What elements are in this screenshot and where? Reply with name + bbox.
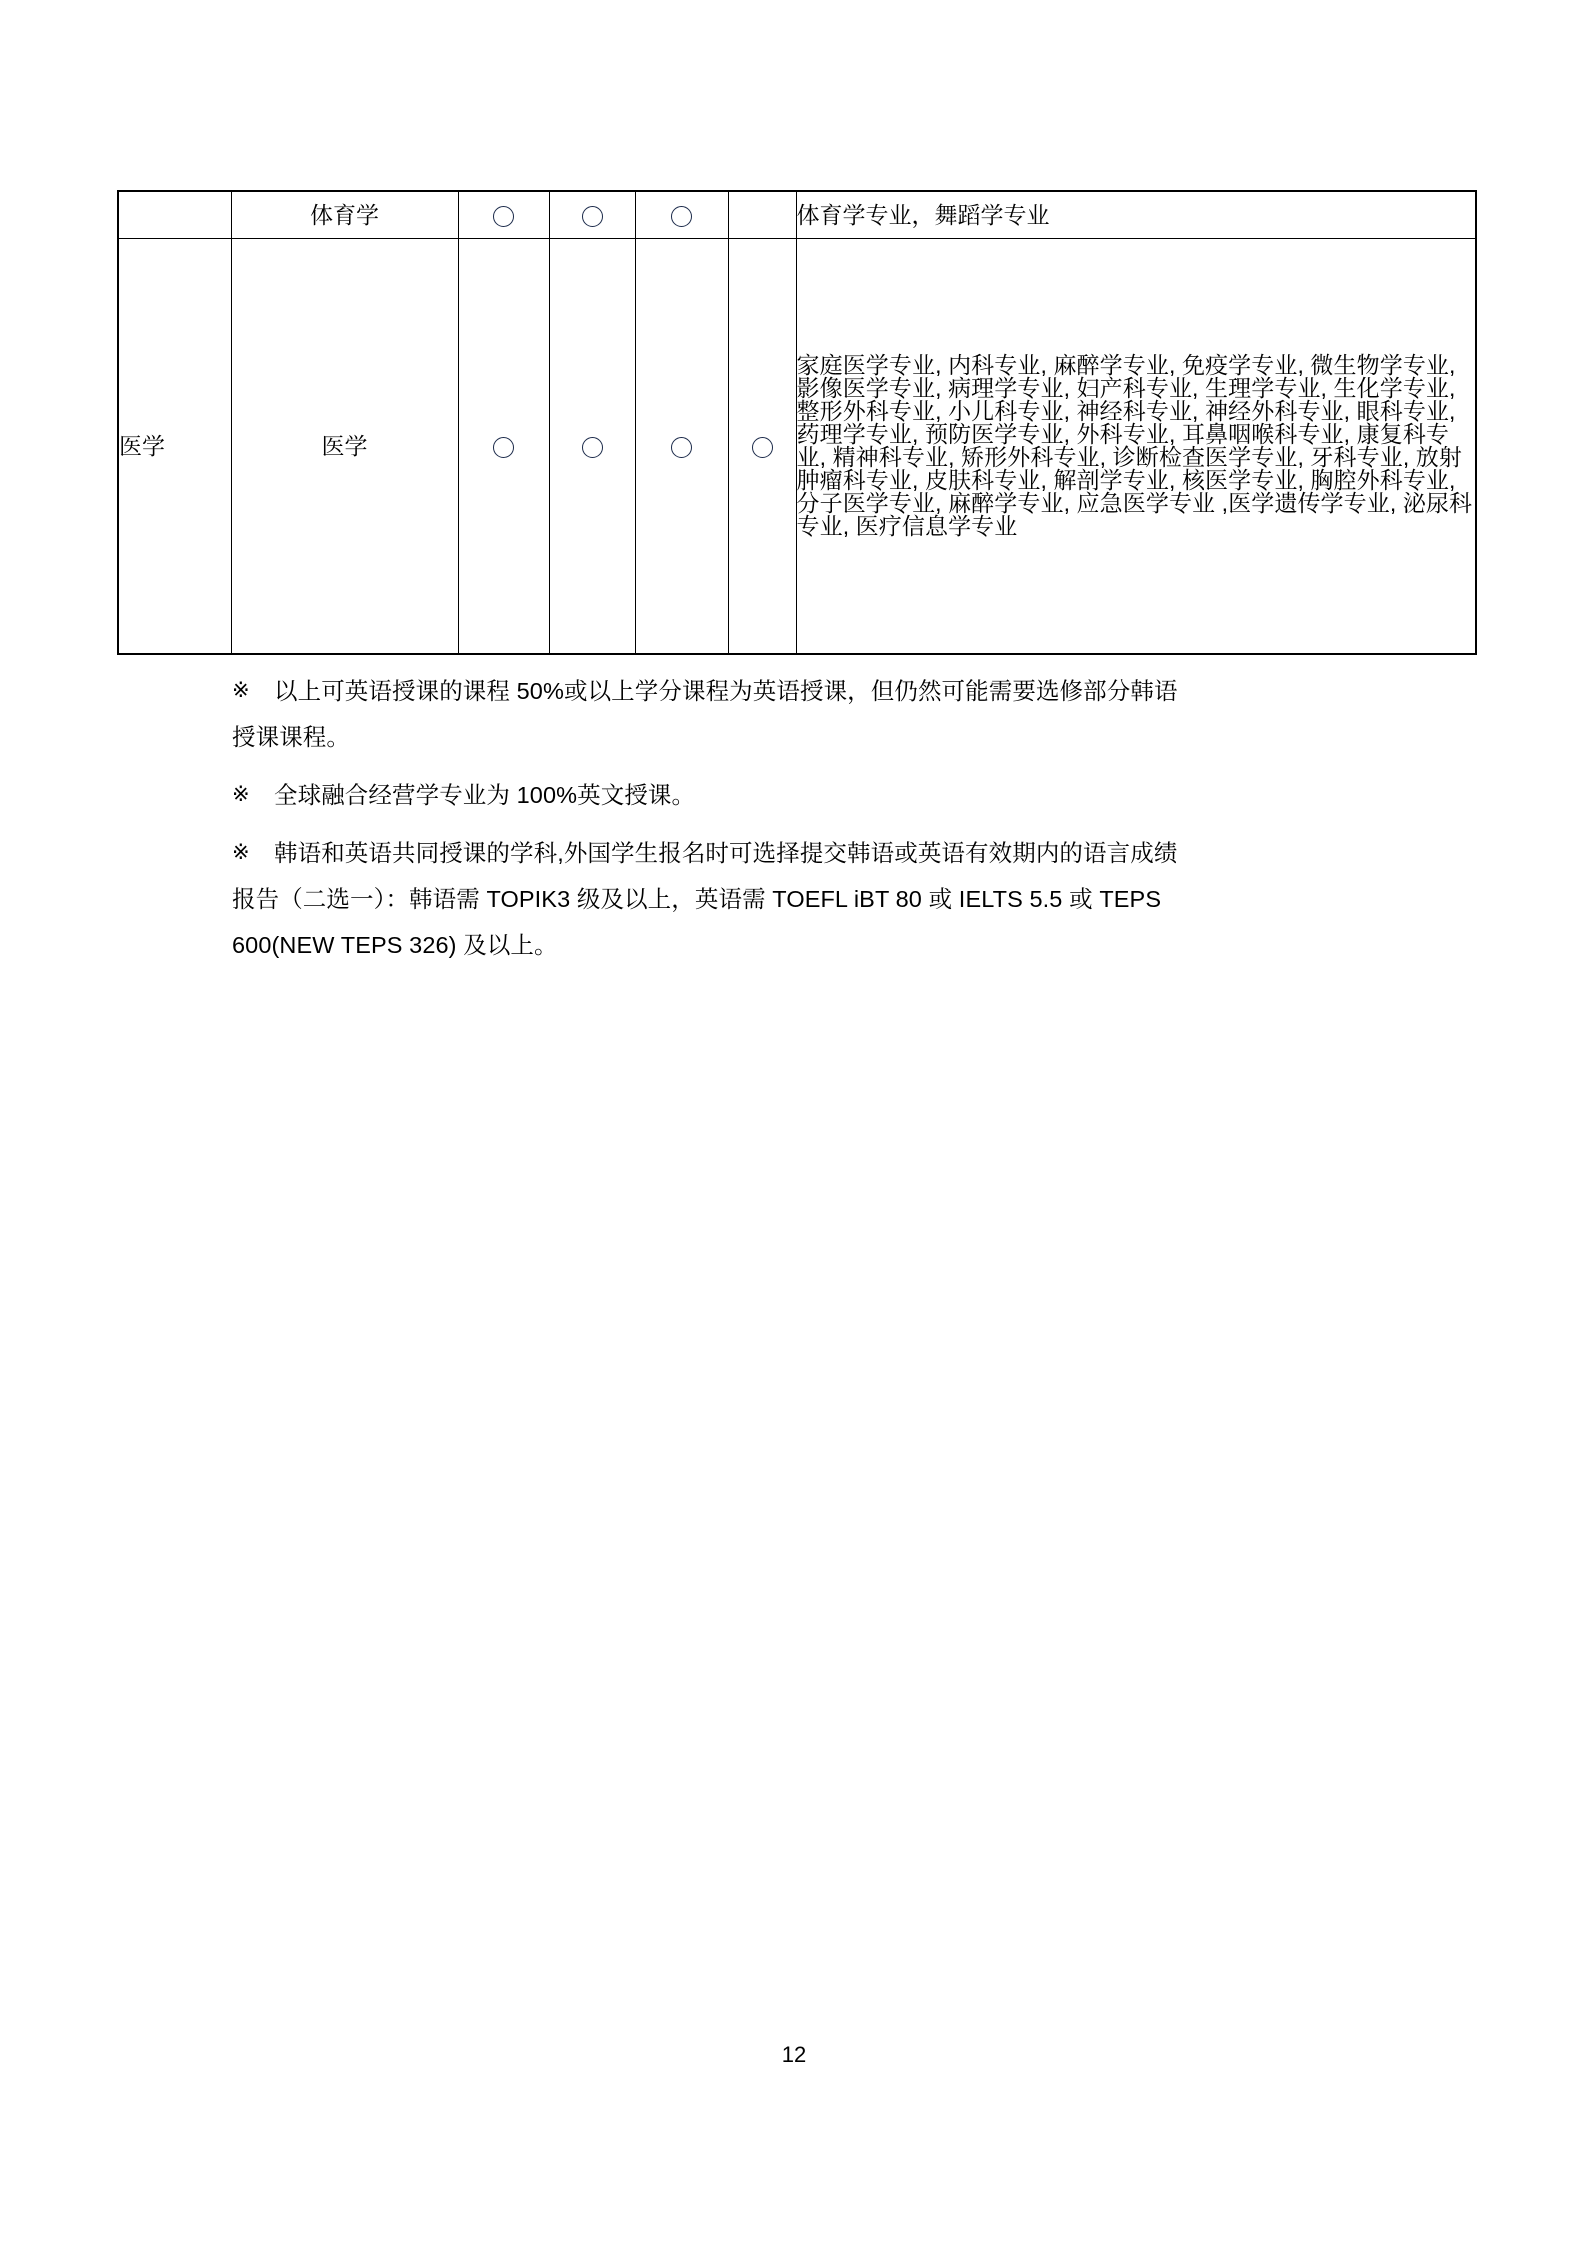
- note-line: 全球融合经营学专业为 100%英文授课。: [274, 782, 696, 808]
- note-text: [232, 772, 1432, 818]
- cell-department: 医学: [231, 239, 458, 655]
- notes-section: [232, 668, 1432, 980]
- note-marker-icon: ※: [232, 783, 250, 806]
- cell-mark-2: [549, 191, 635, 239]
- circle-icon: [671, 437, 692, 458]
- note-text: [232, 830, 1432, 968]
- cell-department: 体育学: [231, 191, 458, 239]
- circle-icon: [671, 206, 692, 227]
- note-line: 授课课程。: [232, 724, 350, 750]
- circle-icon: [493, 206, 514, 227]
- circle-icon: [493, 437, 514, 458]
- note-line: 报告（二选一）：韩语需 TOPIK3 级及以上，英语需 TOEFL iBT 80 或 IELTS 5.5 或 TEPS: [232, 886, 1162, 912]
- cell-majors: 家庭医学专业, 内科专业, 麻醉学专业, 免疫学专业, 微生物学专业, 影像医学专业, 病理学专业, 妇产科专业, 生理学专业, 生化学专业, 整形外科专业, 小儿科专业, 神经科专业, 神经外科专业, 眼科专业, 药理学专业, 预防医学专业, 外科专业, 耳鼻咽喉科专业, 康复科专业, 精神科专业, 矫形外科专业, 诊断检查医学专业, 牙科专业, 放射肿瘤科专业, 皮肤科专业, 解剖学专业, 核医学专业, 胸腔外科专业, 分子医学专业, 麻醉学专业, 应急医学专业 ,医学遗传学专业, 泌尿科专业, 医疗信息学专业: [796, 239, 1476, 655]
- note-marker-icon: ※: [232, 841, 250, 864]
- cell-majors: 体育学专业，舞蹈学专业: [796, 191, 1476, 239]
- table-row: [118, 239, 1476, 655]
- circle-icon: [752, 437, 773, 458]
- cell-category: 医学: [118, 239, 231, 655]
- cell-mark-4: [728, 239, 796, 655]
- majors-table-container: [117, 190, 1475, 655]
- circle-icon: [582, 437, 603, 458]
- page-number: 12: [781, 2042, 807, 2067]
- note-line: 以上可英语授课的课程 50%或以上学分课程为英语授课，但仍然可能需要选修部分韩语: [274, 678, 1178, 704]
- note-line: 600(NEW TEPS 326) 及以上。: [232, 932, 558, 958]
- cell-mark-1: [458, 239, 549, 655]
- note-item-3: [232, 830, 1432, 968]
- cell-mark-2: [549, 239, 635, 655]
- cell-mark-4: [728, 191, 796, 239]
- note-item-2: [232, 772, 1432, 818]
- table-row: [118, 191, 1476, 239]
- note-marker-icon: ※: [232, 679, 250, 702]
- circle-icon: [582, 206, 603, 227]
- note-line: 韩语和英语共同授课的学科,外国学生报名时可选择提交韩语或英语有效期内的语言成绩: [274, 840, 1178, 866]
- cell-category: [118, 191, 231, 239]
- cell-mark-1: [458, 191, 549, 239]
- note-text: [232, 668, 1432, 760]
- note-item-1: [232, 668, 1432, 760]
- majors-table: [117, 190, 1477, 655]
- cell-mark-3: [635, 239, 728, 655]
- cell-mark-3: [635, 191, 728, 239]
